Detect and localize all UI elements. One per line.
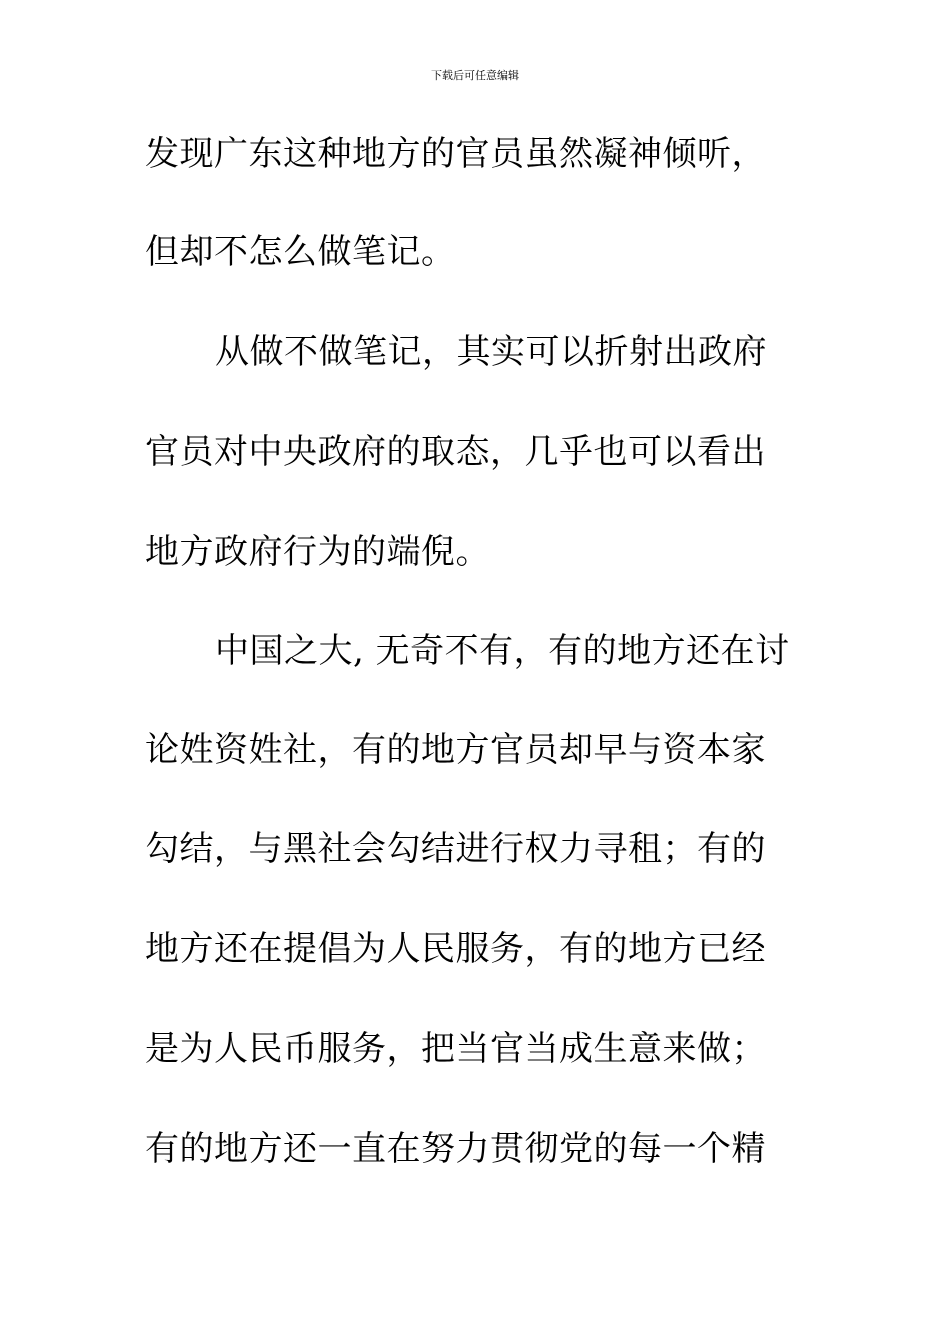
text-line-7: 论姓资姓社，有的地方官员却早与资本家 xyxy=(145,730,766,770)
text-line-10: 是为人民币服务，把当官当成生意来做； xyxy=(145,1029,766,1069)
text-line-5: 地方政府行为的端倪。 xyxy=(145,532,490,572)
text-line-2: 但却不怎么做笔记。 xyxy=(145,232,456,272)
text-line-8: 勾结，与黑社会勾结进行权力寻租；有的 xyxy=(145,829,766,869)
text-line-11: 有的地方还一直在努力贯彻党的每一个精 xyxy=(145,1129,766,1169)
text-line-9: 地方还在提倡为人民服务，有的地方已经 xyxy=(145,929,766,969)
text-line-3: 从做不做笔记，其实可以折射出政府 xyxy=(215,332,767,372)
page-header: 下载后可任意编辑 xyxy=(431,69,519,82)
text-line-4: 官员对中央政府的取态，几乎也可以看出 xyxy=(145,432,766,472)
text-line-6: 中国之大, 无奇不有，有的地方还在讨 xyxy=(215,631,790,671)
text-line-1: 发现广东这种地方的官员虽然凝神倾听， xyxy=(145,134,766,174)
